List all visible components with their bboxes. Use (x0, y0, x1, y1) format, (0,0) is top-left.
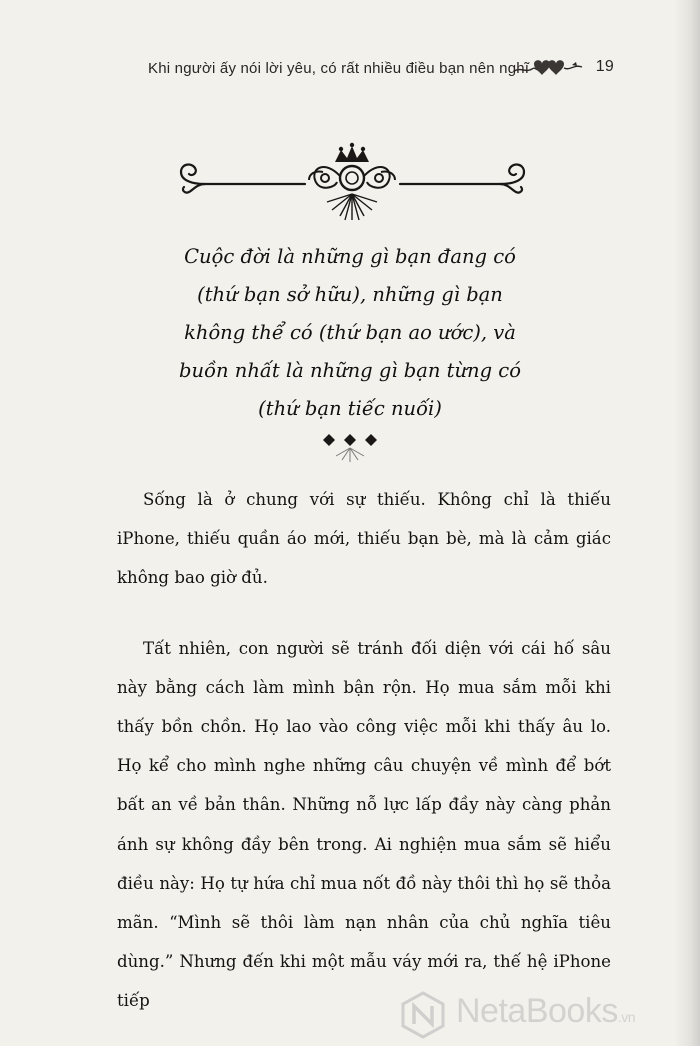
watermark-brand: NetaBooks (456, 992, 618, 1030)
top-ornament-icon (175, 140, 530, 229)
quote-line: (thứ bạn sở hữu), những gì bạn (197, 283, 503, 306)
body-paragraph: Tất nhiên, con người sẽ tránh đối diện với cái hố sâu này bằng cách làm mình bận rộn. Họ mua sắm mỗi khi thấy bồn chồn. Họ lao vào công việc mỗi khi thấy âu lo. Họ kể cho mình nghe những câu chuyện về mình để bớt bất an về bản thân. Những nỗ lực lấp đầy này càng phản ánh sự không đầy bên trong. Ai nghiện mua sắm sẽ hiểu điều này: Họ tự hứa chỉ mua nốt đồ này thôi thì họ sẽ thỏa mãn. “Mình sẽ thôi làm nạn nhân của chủ nghĩa tiêu dùng.” Nhưng đến khi một mẫu váy mới ra, thế hệ iPhone tiếp (117, 638, 611, 1011)
netabooks-logo-icon (398, 990, 448, 1040)
watermark (398, 986, 688, 1046)
body-paragraph: Sống là ở chung với sự thiếu. Không chỉ là thiếu iPhone, thiếu quần áo mới, thiếu bạn bè, mà là cảm giác không bao giờ đủ. (117, 490, 611, 588)
watermark-suffix: .vn (617, 1009, 636, 1025)
quote-line: không thể có (thứ bạn ao ước), và (184, 321, 516, 344)
chapter-title: Khi người ấy nói lời yêu, có rất nhiều điều bạn nên nghĩ (148, 60, 530, 77)
quote-line: Cuộc đời là những gì bạn đang có (184, 245, 516, 268)
quote-line: (thứ bạn tiếc nuối) (258, 397, 442, 420)
page-number: 19 (595, 58, 614, 75)
page-edge-shadow (674, 0, 700, 1046)
pull-quote (100, 238, 600, 428)
bottom-ornament-icon (314, 428, 386, 468)
hearts-flourish-icon (512, 54, 584, 84)
body-text (117, 480, 611, 1021)
quote-line: buồn nhất là những gì bạn từng có (179, 359, 521, 382)
